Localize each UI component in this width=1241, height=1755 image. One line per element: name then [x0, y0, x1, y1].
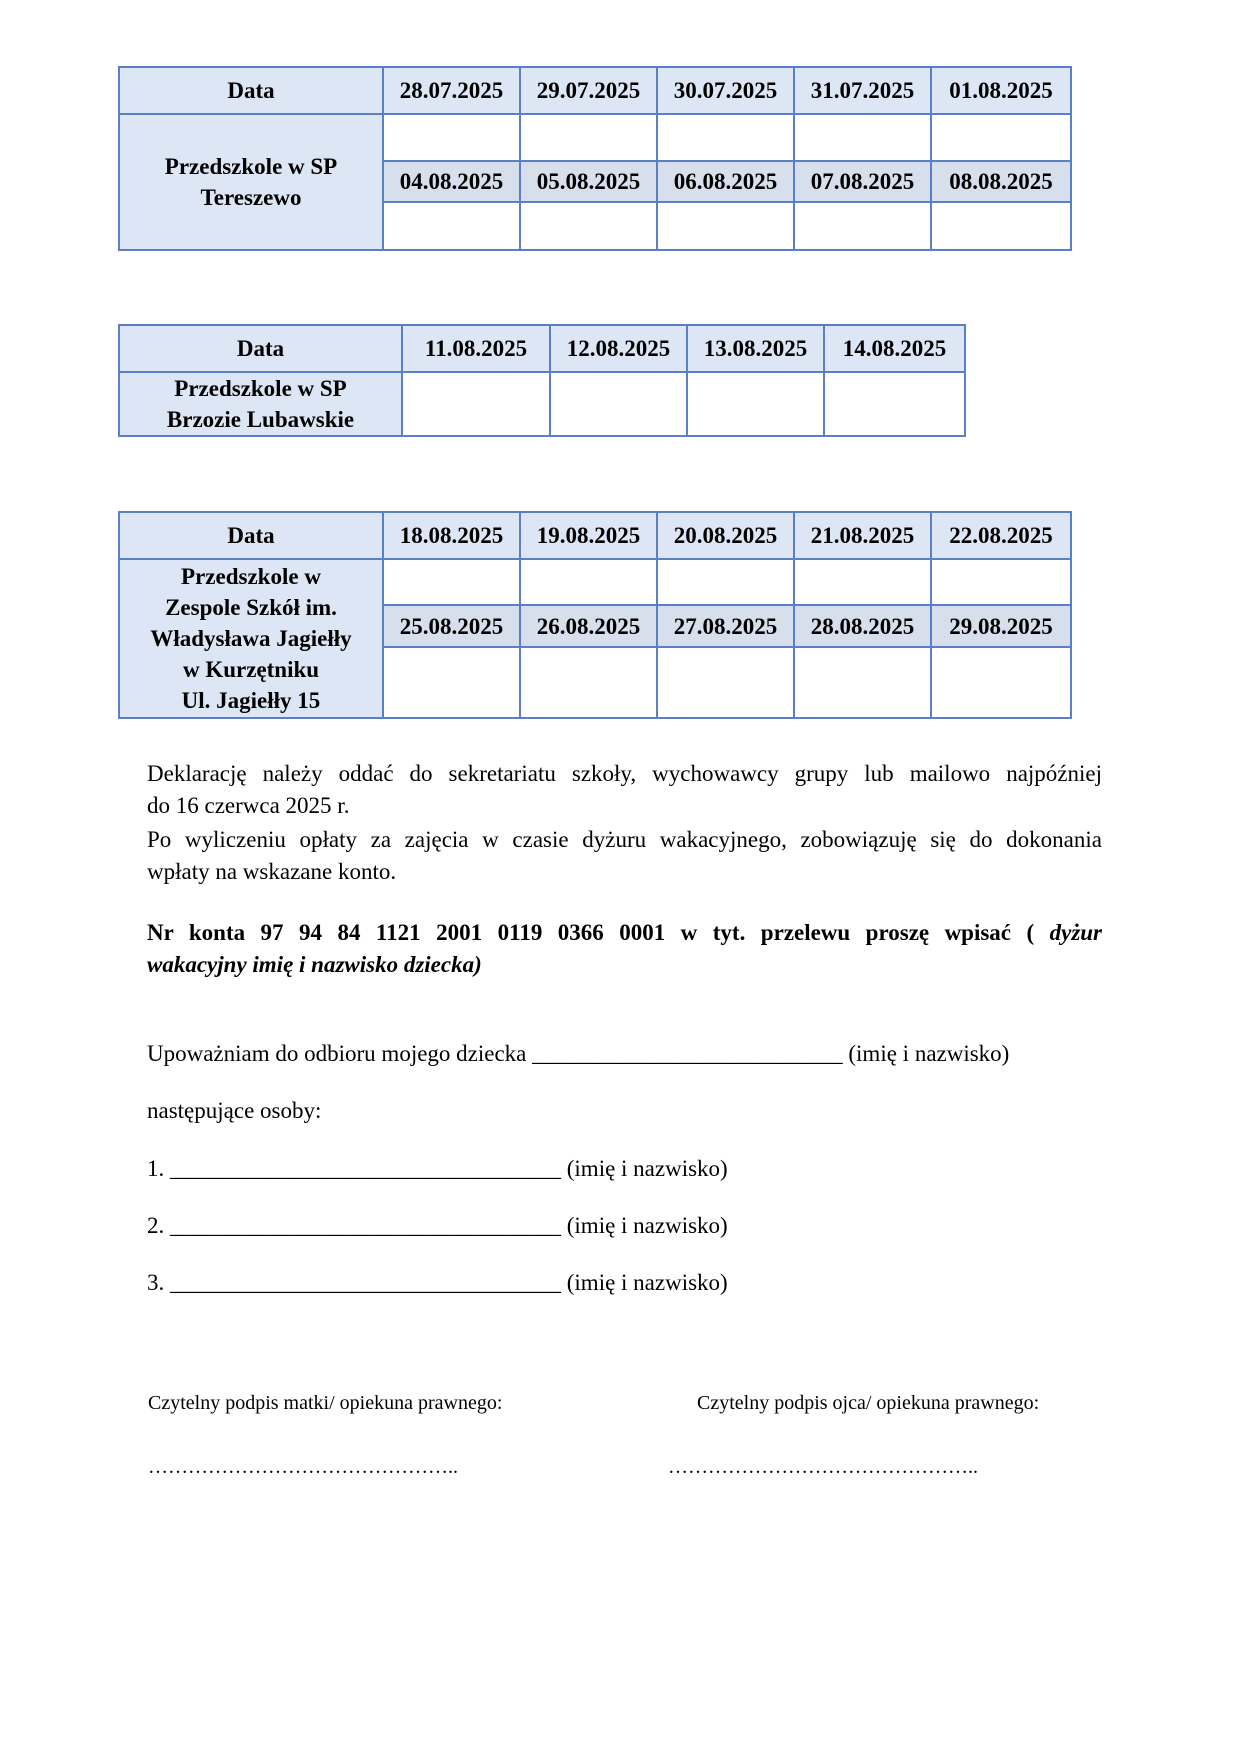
authorized-person-3[interactable]: 3. __________________________________ (imię i nazwisko) [147, 1270, 728, 1295]
attendance-cell[interactable] [383, 114, 520, 161]
location-line: Ul. Jagiełły 15 [181, 688, 321, 713]
date-cell: 28.07.2025 [383, 67, 520, 114]
transfer-title-text: wakacyjny imię i nazwisko dziecka) [147, 952, 482, 977]
attendance-cell[interactable] [657, 647, 794, 718]
location-label [119, 559, 383, 718]
date-header: Data [119, 67, 383, 114]
date-cell: 22.08.2025 [931, 512, 1071, 559]
declaration-line: Deklarację należy oddać do sekretariatu szkoły, wychowawcy grupy lub mailowo najpóźniej [147, 761, 1102, 786]
date-cell: 08.08.2025 [931, 161, 1071, 202]
location-line: Przedszkole w SP [164, 154, 338, 179]
declaration-line: wpłaty na wskazane konto. [147, 859, 397, 884]
attendance-cell[interactable] [931, 647, 1071, 718]
attendance-cell[interactable] [520, 559, 657, 605]
mother-signature-line[interactable]: ……………………………………….. [148, 1456, 458, 1478]
persons-label: następujące osoby: [147, 1098, 322, 1123]
attendance-cell[interactable] [383, 647, 520, 718]
attendance-cell[interactable] [931, 114, 1071, 161]
date-cell: 25.08.2025 [383, 605, 520, 647]
authorized-person-2[interactable]: 2. __________________________________ (imię i nazwisko) [147, 1213, 728, 1238]
transfer-title-text: dyżur [1049, 920, 1103, 945]
attendance-cell[interactable] [794, 114, 931, 161]
date-cell: 06.08.2025 [657, 161, 794, 202]
account-info-continued [147, 949, 1102, 981]
date-cell: 01.08.2025 [931, 67, 1071, 114]
attendance-cell[interactable] [657, 114, 794, 161]
location-line: Brzozie Lubawskie [166, 407, 355, 432]
date-cell: 29.08.2025 [931, 605, 1071, 647]
location-line: w Kurzętniku [182, 657, 320, 682]
attendance-cell[interactable] [520, 114, 657, 161]
location-line: Tereszewo [200, 185, 302, 210]
location-line: Przedszkole w SP [174, 376, 347, 401]
date-cell: 21.08.2025 [794, 512, 931, 559]
attendance-cell[interactable] [794, 559, 931, 605]
account-info [147, 917, 1102, 949]
date-cell: 12.08.2025 [550, 325, 687, 372]
attendance-cell[interactable] [931, 559, 1071, 605]
account-number-text: Nr konta 97 94 84 1121 2001 0119 0366 0001 w tyt. przelewu proszę wpisać ( [147, 920, 1035, 945]
date-cell: 28.08.2025 [794, 605, 931, 647]
mother-signature-label: Czytelny podpis matki/ opiekuna prawnego: [148, 1392, 503, 1414]
authorized-person-1[interactable]: 1. __________________________________ (imię i nazwisko) [147, 1156, 728, 1181]
date-cell: 26.08.2025 [520, 605, 657, 647]
date-cell: 29.07.2025 [520, 67, 657, 114]
date-header: Data [119, 512, 383, 559]
attendance-cell[interactable] [520, 647, 657, 718]
location-line: Władysława Jagiełły [150, 626, 352, 651]
date-cell: 07.08.2025 [794, 161, 931, 202]
attendance-cell[interactable] [520, 202, 657, 250]
attendance-cell[interactable] [383, 202, 520, 250]
date-cell: 04.08.2025 [383, 161, 520, 202]
attendance-cell[interactable] [657, 559, 794, 605]
attendance-cell[interactable] [794, 202, 931, 250]
date-cell: 30.07.2025 [657, 67, 794, 114]
location-label [119, 114, 383, 250]
date-cell: 27.08.2025 [657, 605, 794, 647]
attendance-cell[interactable] [931, 202, 1071, 250]
attendance-cell[interactable] [402, 372, 550, 436]
schedule-table-kurzetnik [118, 511, 1072, 719]
authorization-line: Upoważniam do odbioru mojego dziecka ___________________________ (imię i nazwisko) [147, 1041, 1010, 1066]
attendance-cell[interactable] [383, 559, 520, 605]
attendance-cell[interactable] [824, 372, 965, 436]
father-signature-line[interactable]: ……………………………………….. [668, 1456, 978, 1478]
date-cell: 20.08.2025 [657, 512, 794, 559]
date-cell: 05.08.2025 [520, 161, 657, 202]
date-cell: 14.08.2025 [824, 325, 965, 372]
schedule-table-brzozie [118, 324, 966, 437]
date-cell: 31.07.2025 [794, 67, 931, 114]
attendance-cell[interactable] [687, 372, 824, 436]
location-label [119, 372, 402, 436]
date-cell: 19.08.2025 [520, 512, 657, 559]
attendance-cell[interactable] [794, 647, 931, 718]
date-cell: 18.08.2025 [383, 512, 520, 559]
father-signature-label: Czytelny podpis ojca/ opiekuna prawnego: [697, 1392, 1040, 1414]
attendance-cell[interactable] [550, 372, 687, 436]
schedule-table-tereszewo [118, 66, 1072, 251]
declaration-line: do 16 czerwca 2025 r. [147, 793, 350, 818]
date-cell: 11.08.2025 [402, 325, 550, 372]
location-line: Zespole Szkół im. [165, 595, 337, 620]
date-header: Data [119, 325, 402, 372]
declaration-line: Po wyliczeniu opłaty za zajęcia w czasie dyżuru wakacyjnego, zobowiązuję się do dokonania [147, 827, 1102, 852]
location-line: Przedszkole w [181, 564, 321, 589]
date-cell: 13.08.2025 [687, 325, 824, 372]
attendance-cell[interactable] [657, 202, 794, 250]
